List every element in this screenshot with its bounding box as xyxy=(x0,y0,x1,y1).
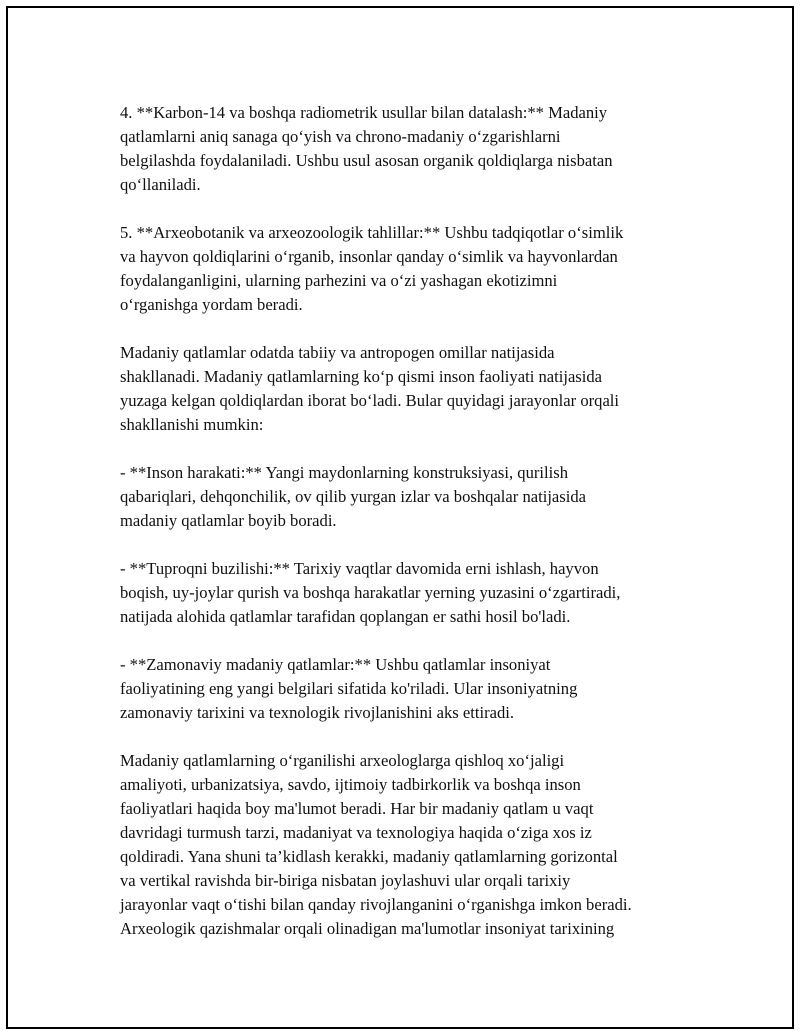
text-line: o‘rganishga yordam beradi. xyxy=(120,295,303,314)
list-item-human-activity xyxy=(120,461,700,533)
text-line: - **Inson harakati:** Yangi maydonlarning konstruksiyasi, qurilish xyxy=(120,463,568,482)
text-line: shakllanadi. Madaniy qatlamlarning ko‘p qismi inson faoliyati natijasida xyxy=(120,367,603,386)
text-line: amaliyoti, urbanizatsiya, savdo, ijtimoiy tadbirkorlik va boshqa inson xyxy=(120,775,581,794)
text-line: qabariqlari, dehqonchilik, ov qilib yurgan izlar va boshqalar natijasida xyxy=(120,487,587,506)
page-frame xyxy=(6,6,794,1029)
text-line: faoliyatining eng yangi belgilari sifatida ko'riladi. Ular insoniyatning xyxy=(120,679,578,698)
text-line: va vertikal ravishda bir-biriga nisbatan joylashuvi ular orqali tarixiy xyxy=(120,871,571,890)
text-line: belgilashda foydalaniladi. Ushbu usul asosan organik qoldiqlarga nisbatan xyxy=(120,151,613,170)
text-line: foydalanganligini, ularning parhezini va o‘zi yashagan ekotizimni xyxy=(120,271,558,290)
paragraph-layer-formation xyxy=(120,341,700,437)
text-line: davridagi turmush tarzi, madaniyat va texnologiya haqida o‘ziga xos iz xyxy=(120,823,592,842)
text-line: - **Tuproqni buzilishi:** Tarixiy vaqtlar davomida erni ishlash, hayvon xyxy=(120,559,599,578)
text-line: Madaniy qatlamlarning o‘rganilishi arxeologlarga qishloq xo‘jaligi xyxy=(120,751,565,770)
text-line: Arxeologik qazishmalar orqali olinadigan ma'lumotlar insoniyat tarixining xyxy=(120,919,615,938)
text-line: natijada alohida qatlamlar tarafidan qoplangan er sathi hosil bo'ladi. xyxy=(120,607,571,626)
text-line: qoldiradi. Yana shuni ta’kidlash kerakki, madaniy qatlamlarning gorizontal xyxy=(120,847,618,866)
text-line: shakllanishi mumkin: xyxy=(120,415,264,434)
text-line: qatlamlarni aniq sanaga qo‘yish va chrono-madaniy o‘zgarishlarni xyxy=(120,127,561,146)
text-line: boqish, uy-joylar qurish va boshqa harakatlar yerning yuzasini o‘zgartiradi, xyxy=(120,583,621,602)
text-line: 5. **Arxeobotanik va arxeozoologik tahlillar:** Ushbu tadqiqotlar o‘simlik xyxy=(120,223,624,242)
text-line: yuzaga kelgan qoldiqlardan iborat bo‘ladi. Bular quyidagi jarayonlar orqali xyxy=(120,391,620,410)
text-line: qo‘llaniladi. xyxy=(120,175,201,194)
text-line: madaniy qatlamlar boyib boradi. xyxy=(120,511,337,530)
paragraph-archaeobotanical-analysis xyxy=(120,221,700,317)
text-line: zamonaviy tarixini va texnologik rivojlanishini aks ettiradi. xyxy=(120,703,515,722)
document-body xyxy=(120,101,700,965)
paragraph-radiocarbon-dating xyxy=(120,101,700,197)
text-line: 4. **Karbon-14 va boshqa radiometrik usullar bilan datalash:** Madaniy xyxy=(120,103,608,122)
text-line: faoliyatlari haqida boy ma'lumot beradi. Har bir madaniy qatlam u vaqt xyxy=(120,799,594,818)
text-line: Madaniy qatlamlar odatda tabiiy va antropogen omillar natijasida xyxy=(120,343,555,362)
list-item-modern-layers xyxy=(120,653,700,725)
list-item-soil-disturbance xyxy=(120,557,700,629)
text-line: - **Zamonaviy madaniy qatlamlar:** Ushbu qatlamlar insoniyat xyxy=(120,655,551,674)
paragraph-layer-study-importance xyxy=(120,749,700,941)
text-line: jarayonlar vaqt o‘tishi bilan qanday rivojlanganini o‘rganishga imkon beradi. xyxy=(120,895,632,914)
text-line: va hayvon qoldiqlarini o‘rganib, insonlar qanday o‘simlik va hayvonlardan xyxy=(120,247,618,266)
